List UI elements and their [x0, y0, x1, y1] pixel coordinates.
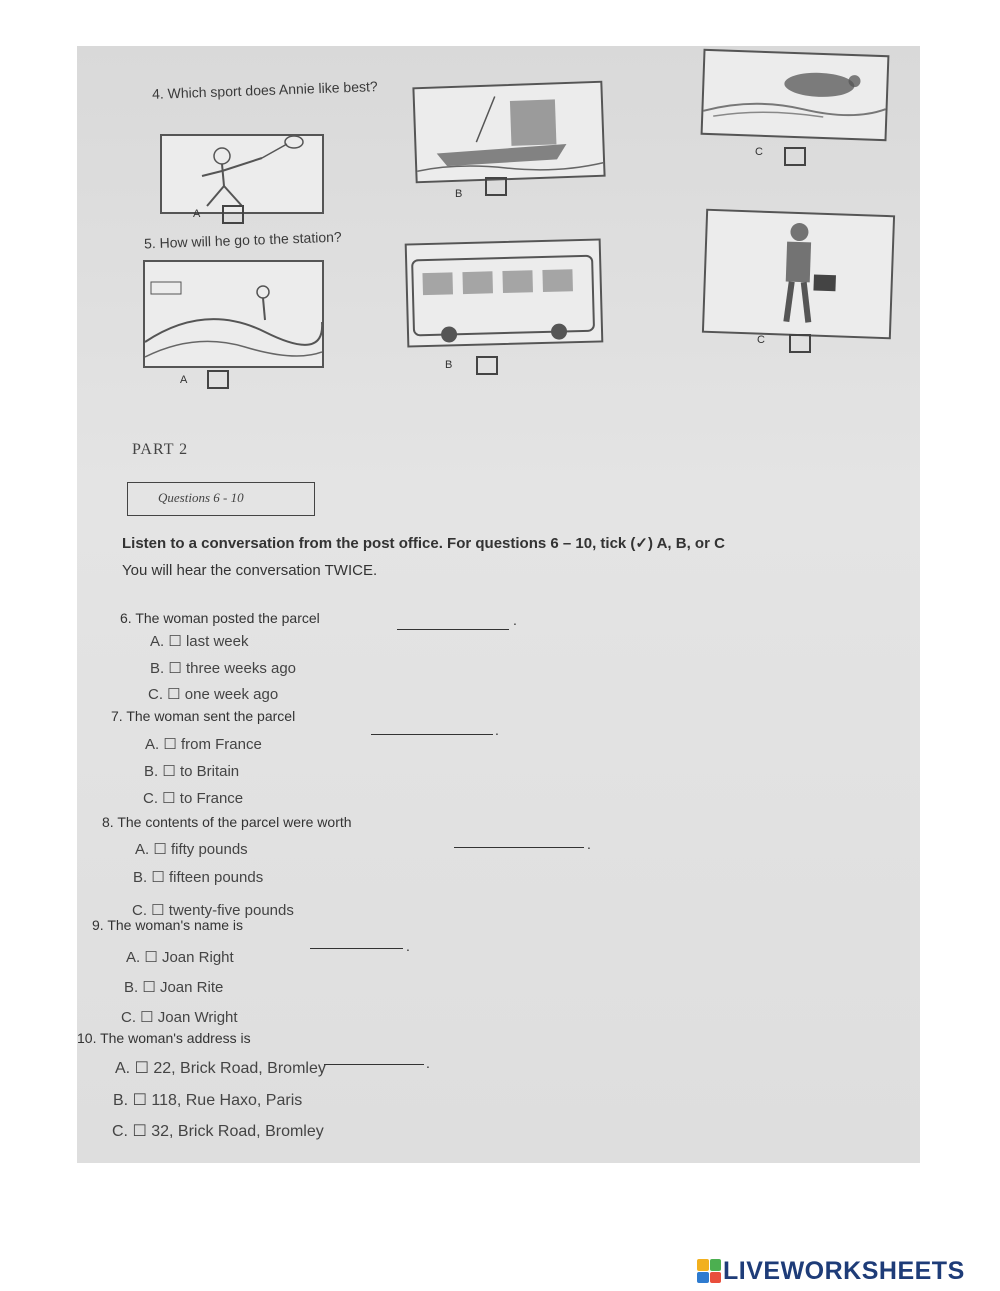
- question-10-stem: 10. The woman's address is: [77, 1030, 251, 1046]
- question-10-option-b[interactable]: B. ☐ 118, Rue Haxo, Paris: [113, 1092, 303, 1109]
- question-9-answer-blank: [310, 947, 403, 949]
- question-7-period: .: [495, 722, 499, 738]
- question-10-option-a[interactable]: A. ☐ 22, Brick Road, Bromley: [115, 1060, 326, 1077]
- question-8-period: .: [587, 836, 591, 852]
- logo-tile-2: [710, 1259, 722, 1271]
- question-9-stem: 9. The woman's name is: [92, 917, 244, 933]
- question-5-text: 5. How will he go to the station?: [143, 228, 342, 252]
- part-2-title: PART 2: [132, 441, 189, 458]
- question-6-option-a[interactable]: A. ☐ last week: [150, 633, 249, 650]
- logo-tile-3: [697, 1272, 709, 1284]
- logo-tile-4: [710, 1272, 722, 1284]
- question-10-period: .: [426, 1055, 430, 1071]
- q5-option-a-checkbox[interactable]: [207, 370, 229, 389]
- question-7-stem: 7. The woman sent the parcel: [111, 708, 296, 724]
- question-6-period: .: [513, 612, 517, 628]
- question-6-stem: 6. The woman posted the parcel: [120, 610, 320, 626]
- question-4-text: 4. Which sport does Annie like best?: [151, 78, 378, 102]
- q5-option-c-checkbox[interactable]: [789, 334, 811, 353]
- horse-riding-illustration: [703, 51, 888, 139]
- sailing-boat-illustration: [414, 83, 603, 181]
- question-9-period: .: [406, 938, 410, 954]
- q4-option-c-checkbox[interactable]: [784, 147, 806, 166]
- q4-picture-b: [412, 81, 605, 184]
- q5-picture-c: [702, 209, 895, 340]
- question-8-option-c[interactable]: C. ☐ twenty-five pounds: [132, 902, 294, 919]
- q4-picture-c: [701, 49, 890, 141]
- q4-option-b-checkbox[interactable]: [485, 177, 507, 196]
- question-7-answer-blank: [371, 733, 493, 735]
- liveworksheets-brand[interactable]: [697, 1256, 965, 1286]
- question-10-option-c[interactable]: C. ☐ 32, Brick Road, Bromley: [112, 1123, 324, 1140]
- questions-range-label: Questions 6 - 10: [158, 490, 244, 505]
- q5-option-c-label: C: [757, 334, 765, 346]
- bus-illustration: [407, 241, 602, 346]
- question-6-option-b[interactable]: B. ☐ three weeks ago: [150, 660, 297, 677]
- liveworksheets-wordmark: LIVEWORKSHEETS: [723, 1256, 965, 1285]
- q5-option-b-checkbox[interactable]: [476, 356, 498, 375]
- q4-option-c-label: C: [755, 146, 763, 158]
- q4-picture-a: [160, 134, 324, 214]
- question-7-option-a[interactable]: A. ☐ from France: [145, 736, 262, 753]
- question-8-option-b[interactable]: B. ☐ fifteen pounds: [133, 869, 264, 886]
- question-7-option-c[interactable]: C. ☐ to France: [143, 790, 244, 807]
- man-with-bag-illustration: [704, 211, 893, 337]
- q5-option-a-label: A: [180, 374, 188, 386]
- instructions-line-1: Listen to a conversation from the post office. For questions 6 – 10, tick (✓) A, B, or C: [122, 535, 725, 552]
- question-8-option-a[interactable]: A. ☐ fifty pounds: [135, 841, 248, 858]
- question-6-option-c[interactable]: C. ☐ one week ago: [148, 686, 279, 703]
- logo-tile-1: [697, 1259, 709, 1271]
- questions-range-box: [127, 482, 315, 516]
- question-9-option-a[interactable]: A. ☐ Joan Right: [126, 949, 234, 966]
- question-7-option-b[interactable]: B. ☐ to Britain: [144, 763, 240, 780]
- q4-option-a-checkbox[interactable]: [222, 205, 244, 224]
- question-9-option-b[interactable]: B. ☐ Joan Rite: [124, 979, 224, 996]
- question-8-answer-blank: [454, 846, 584, 848]
- q4-option-a-label: A: [193, 208, 201, 220]
- q4-option-b-label: B: [455, 188, 463, 200]
- tennis-player-illustration: [162, 136, 322, 212]
- q5-option-b-label: B: [445, 359, 453, 371]
- liveworksheets-logo-icon: [697, 1259, 721, 1283]
- q5-picture-b: [405, 238, 604, 347]
- walking-on-hill-illustration: [145, 262, 322, 366]
- worksheet-page: [77, 46, 920, 1163]
- q5-picture-a: [143, 260, 324, 368]
- question-10-answer-blank: [324, 1063, 424, 1065]
- question-8-stem: 8. The contents of the parcel were worth: [102, 814, 352, 830]
- instructions-line-2: You will hear the conversation TWICE.: [122, 562, 378, 579]
- question-9-option-c[interactable]: C. ☐ Joan Wright: [121, 1009, 238, 1026]
- question-6-answer-blank: [397, 628, 509, 630]
